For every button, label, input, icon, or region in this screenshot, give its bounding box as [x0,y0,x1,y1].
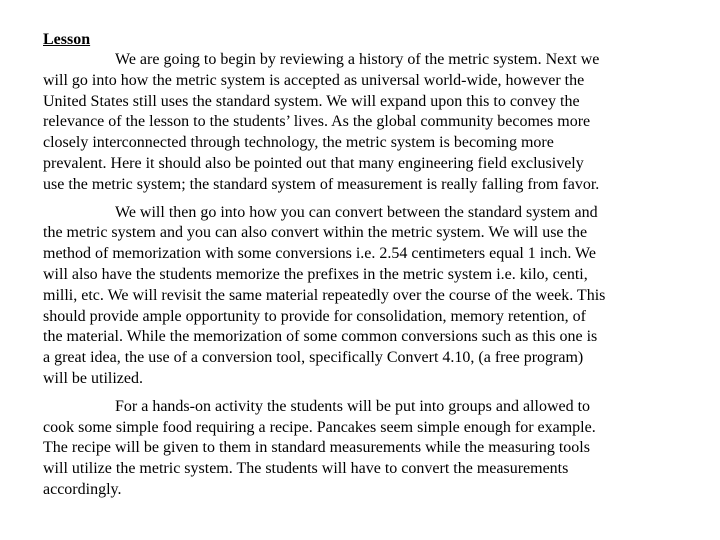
text-line: We are going to begin by reviewing a history of the metric system. Next we [115,51,600,68]
text-line: the material. While the memorization of some common conversions such as this one is [43,328,598,346]
paragraph-conversion [43,203,683,390]
text-line: use the metric system; the standard system of measurement is really falling from favor. [43,175,600,193]
text-line: United States still uses the standard system. We will expand upon this to convey the [43,92,580,110]
text-line: prevalent. Here it should also be pointed out that many engineering field exclusively [43,154,584,172]
text-line: method of memorization with some conversions i.e. 2.54 centimeters equal 1 inch. We [43,245,596,263]
text-line: should provide ample opportunity to provide for consolidation, memory retention, of [43,307,587,325]
text-line: For a hands-on activity the students will be put into groups and allowed to [115,397,591,415]
text-line: milli, etc. We will revisit the same material repeatedly over the course of the week. This [43,286,606,304]
text-line: The recipe will be given to them in standard measurements while the measuring tools [43,439,590,457]
text-line: will also have the students memorize the prefixes in the metric system i.e. kilo, centi, [43,265,588,283]
text-line: will go into how the metric system is accepted as universal world-wide, however the [43,71,585,89]
text-line: We will then go into how you can convert between the standard system and [115,203,598,221]
paragraph-activity [43,397,683,501]
paragraph-history [43,50,683,196]
text-line: will be utilized. [43,369,143,387]
document-page [43,30,683,501]
text-line: relevance of the lesson to the students’ lives. As the global community becomes more [43,113,591,131]
text-line: closely interconnected through technology, the metric system is becoming more [43,134,554,152]
text-line: cook some simple food requiring a recipe. Pancakes seem simple enough for example. [43,418,596,436]
text-line: a great idea, the use of a conversion tool, specifically Convert 4.10, (a free program) [43,349,584,367]
text-line: will utilize the metric system. The students will have to convert the measurements [43,460,569,478]
text-line: the metric system and you can also convert within the metric system. We will use the [43,224,588,242]
text-line: accordingly. [43,480,122,498]
lesson-heading: Lesson [43,31,91,48]
